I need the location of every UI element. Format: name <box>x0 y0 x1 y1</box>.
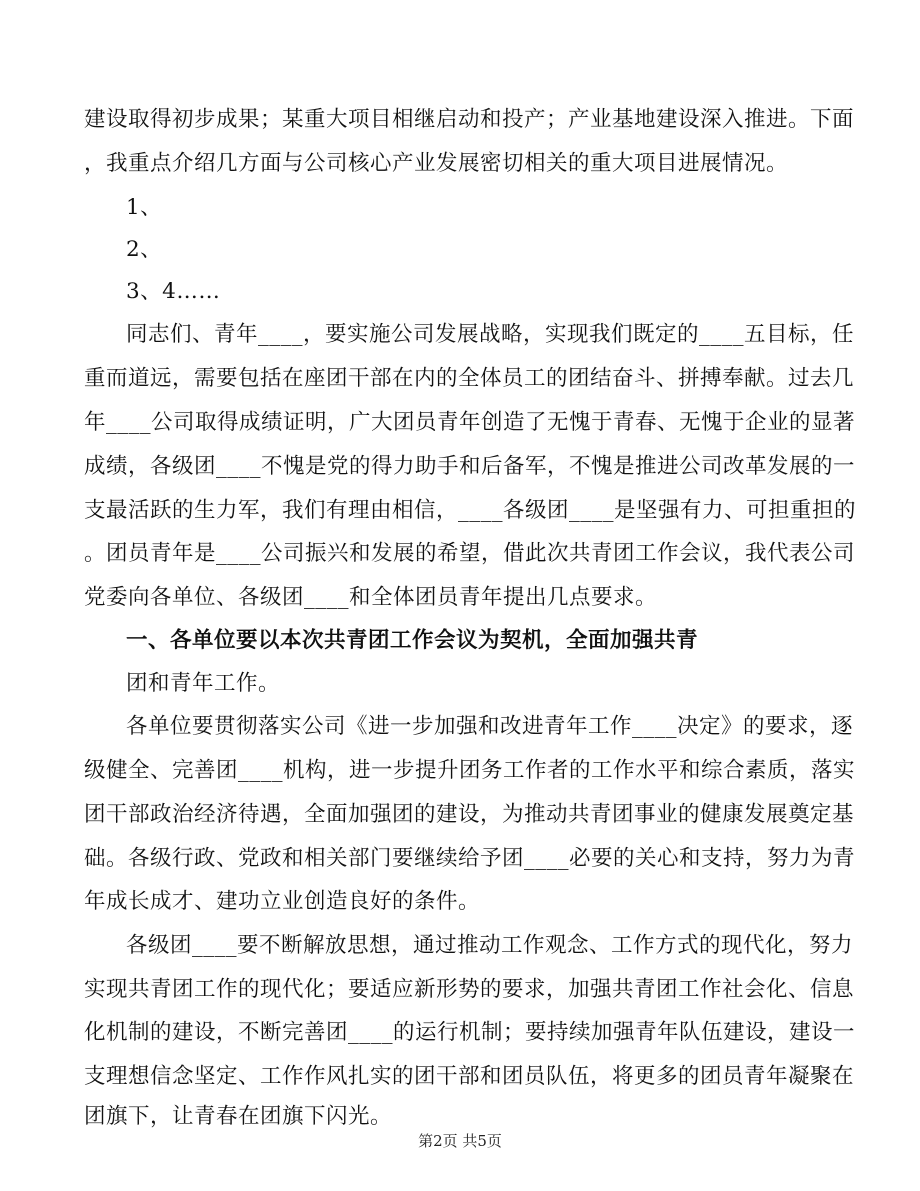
page-number-footer: 第2页 共5页 <box>418 1132 502 1150</box>
text-line: 成绩，各级团____不愧是党的得力助手和后备军，不愧是推进公司改革发展的一 <box>84 454 856 479</box>
list-item: 1、 <box>126 195 163 220</box>
text-line: 支最活跃的生力军，我们有理由相信，____各级团____是坚强有力、可担重担的 <box>84 498 857 523</box>
text-line: 支理想信念坚定、工作作风扎实的团干部和团员队伍，将更多的团员青年凝聚在 <box>84 1064 855 1089</box>
text-line: 各级团____要不断解放思想，通过推动工作观念、工作方式的现代化，努力 <box>126 933 854 958</box>
text-line: 年____公司取得成绩证明，广大团员青年创造了无愧于青春、无愧于企业的显著 <box>84 410 856 435</box>
text-line: 各单位要贯彻落实公司《进一步加强和改进青年工作____决定》的要求，逐 <box>126 714 854 739</box>
text-line: 团干部政治经济待遇，全面加强团的建设，为推动共青团事业的健康发展奠定基 <box>84 802 855 827</box>
text-line: ，我重点介绍几方面与公司核心产业发展密切相关的重大项目进展情况。 <box>84 151 789 176</box>
list-item: 3、4…… <box>126 279 221 304</box>
text-line: 。团员青年是____公司振兴和发展的希望，借此次共青团工作会议，我代表公司 <box>84 541 856 566</box>
section-heading: 一、各单位要以本次共青团工作会议为契机，全面加强共青 <box>126 628 699 653</box>
text-line: 重而道远，需要包括在座团干部在内的全体员工的团结奋斗、拼搏奉献。过去几 <box>84 366 855 391</box>
text-line: 础。各级行政、党政和相关部门要继续给予团____必要的关心和支持，努力为青 <box>84 846 856 871</box>
list-item: 2、 <box>126 237 163 262</box>
text-line: 级健全、完善团____机构，进一步提升团务工作者的工作水平和综合素质，落实 <box>84 758 856 783</box>
text-line: 建设取得初步成果；某重大项目相继启动和投产；产业基地建设深入推进。下面 <box>84 107 855 132</box>
text-line: 年成长成才、建功立业创造良好的条件。 <box>84 889 481 914</box>
text-line: 实现共青团工作的现代化；要适应新形势的要求，加强共青团工作社会化、信息 <box>84 977 855 1002</box>
text-line: 同志们、青年____，要实施公司发展战略，实现我们既定的____五目标，任 <box>126 322 855 347</box>
text-line: 团旗下，让青春在团旗下闪光。 <box>84 1104 393 1129</box>
text-line: 化机制的建设，不断完善团____的运行机制；要持续加强青年队伍建设，建设一 <box>84 1020 856 1045</box>
section-heading-cont: 团和青年工作。 <box>126 671 281 696</box>
text-line: 党委向各单位、各级团____和全体团员青年提出几点要求。 <box>84 585 658 610</box>
